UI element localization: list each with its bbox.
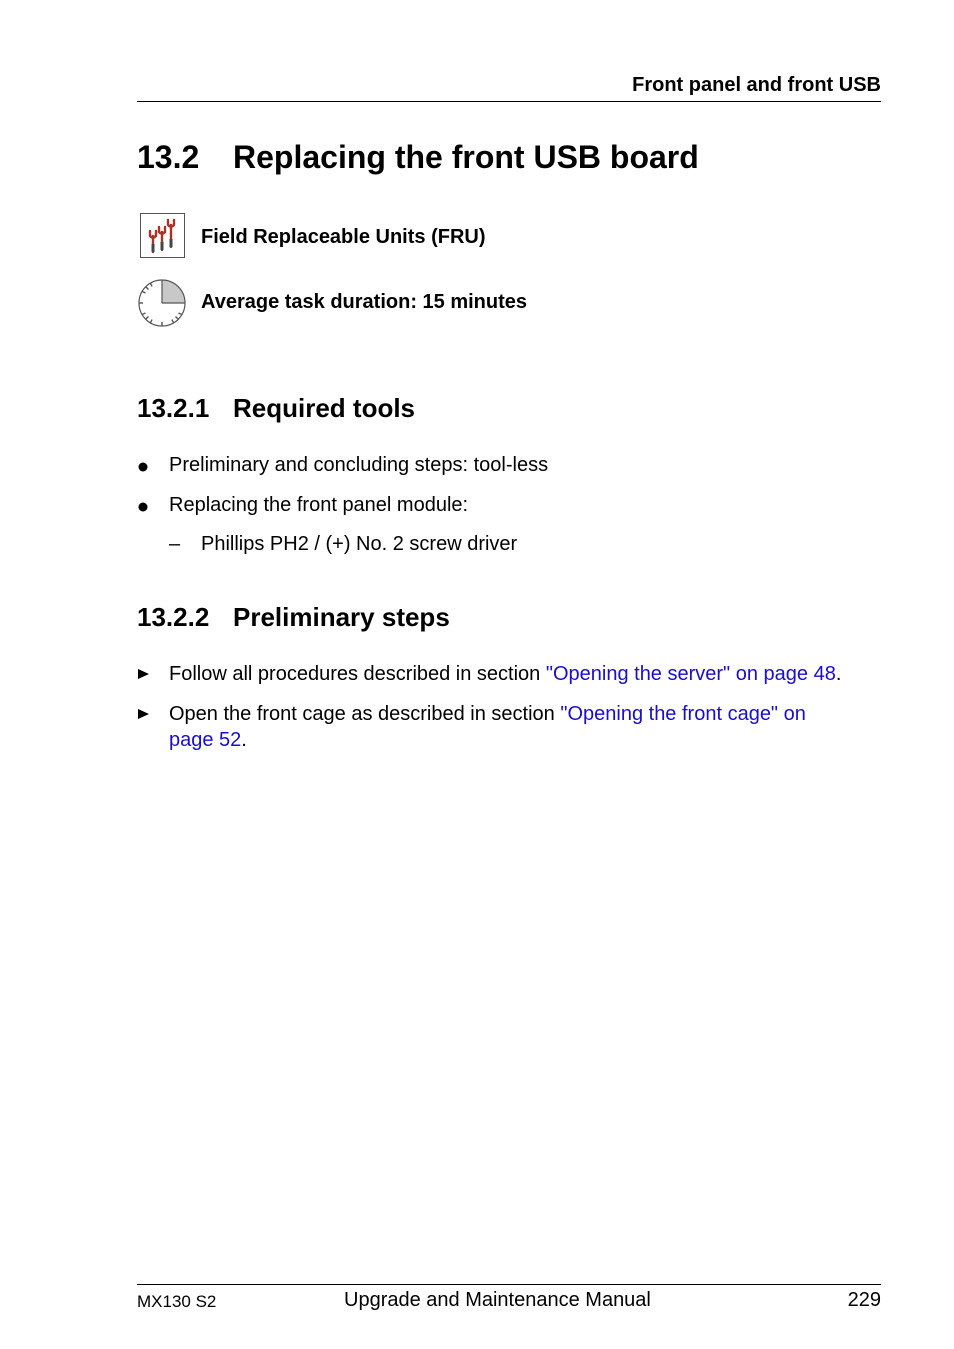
fru-label: Field Replaceable Units (FRU) (201, 226, 486, 248)
step-text: Open the front cage as described in section (169, 703, 561, 725)
dash-marker: – (169, 533, 181, 555)
step-text: Follow all procedures described in section (169, 663, 546, 685)
wrench-tools-icon (140, 213, 185, 258)
footer-manual-title: Upgrade and Maintenance Manual (344, 1289, 651, 1311)
section-title-text: Replacing the front USB board (233, 139, 699, 175)
footer-rule (137, 1284, 881, 1285)
step-item-continuation (169, 727, 247, 753)
section-title (137, 136, 699, 178)
triangle-arrow-icon (137, 661, 151, 696)
bullet-dot-icon (137, 460, 151, 474)
sub-list-item: Phillips PH2 / (+) No. 2 screw driver (201, 533, 518, 555)
step-item (169, 661, 841, 687)
page-number: 229 (847, 1289, 881, 1311)
opening-front-cage-link-page[interactable]: page 52 (169, 729, 242, 751)
bullet-dot-icon (137, 500, 151, 514)
required-tools-number: 13.2.1 (137, 393, 210, 423)
list-item: Preliminary and concluding steps: tool-less (169, 454, 549, 476)
duration-label: Average task duration: 15 minutes (201, 291, 528, 313)
section-number: 13.2 (137, 139, 200, 175)
opening-front-cage-link[interactable]: "Opening the front cage" on (560, 703, 806, 725)
required-tools-heading (137, 391, 415, 425)
required-tools-title: Required tools (233, 393, 416, 423)
triangle-arrow-icon (137, 701, 151, 736)
preliminary-steps-title: Preliminary steps (233, 602, 450, 632)
list-item: Replacing the front panel module: (169, 494, 469, 516)
preliminary-steps-heading (137, 600, 450, 634)
step-suffix: . (835, 663, 842, 685)
step-suffix: . (241, 729, 247, 751)
footer-model: MX130 S2 (137, 1292, 217, 1311)
header-rule (137, 101, 881, 102)
preliminary-steps-number: 13.2.2 (137, 602, 210, 632)
running-header: Front panel and front USB (632, 74, 881, 96)
clock-icon (137, 278, 187, 328)
step-item (169, 701, 806, 727)
opening-server-link[interactable]: "Opening the server" on page 48 (545, 663, 836, 685)
